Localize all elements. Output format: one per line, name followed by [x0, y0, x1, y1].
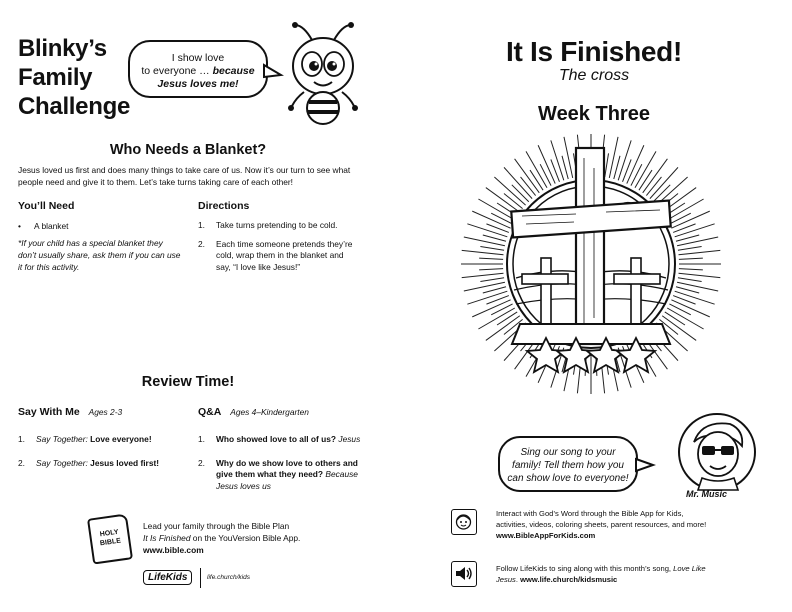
child-face-icon [452, 510, 475, 533]
sunburst-ray [562, 156, 568, 179]
say-with-me-section: Say With Me Ages 2-3 1. Say Together: Love everyone! 2. Say Together: Jesus loved first! [18, 402, 188, 476]
lesson-subtitle: The cross [558, 67, 630, 84]
mr-music-name: Mr. Music [686, 489, 728, 499]
sunburst-ray [515, 159, 540, 193]
bible-app-text: Interact with God’s Word through the Bible App for Kids, activities, videos, coloring sheets, parent resources, and more! www.BibleAppForKids.com [496, 508, 786, 541]
sunburst-ray [483, 287, 506, 293]
need-item: • A blanket [18, 221, 69, 231]
sunburst-ray [675, 224, 715, 237]
sunburst-ray [479, 258, 503, 259]
sunburst-ray [491, 304, 512, 315]
sunburst-ray [676, 235, 699, 241]
sunburst-ray [675, 291, 715, 304]
sunburst-ray [653, 185, 670, 202]
sunburst-ray [679, 269, 703, 270]
sunburst-ray [479, 269, 503, 270]
lesson-title: It Is Finished! [506, 36, 682, 67]
sunburst-ray [631, 164, 642, 185]
sunburst-ray [467, 224, 507, 237]
sunburst-ray [551, 140, 564, 180]
sunburst-ray [643, 159, 668, 193]
sunburst-ray [486, 188, 520, 213]
sunburst-ray [480, 246, 504, 250]
sunburst-ray [497, 312, 517, 325]
blinky-speech-bubble: I show love to everyone … because Jesus loves me! [128, 40, 268, 98]
sunburst-ray [512, 185, 529, 202]
mr-music-character-icon [672, 412, 762, 494]
sunburst-ray [504, 167, 532, 198]
bible-url-link[interactable]: www.bible.com [143, 545, 204, 555]
sunburst-ray [678, 278, 702, 282]
sunburst-ray [650, 167, 678, 198]
sunburst-ray [669, 213, 690, 224]
direction-step: 1. Take turns pretending to be cold. [198, 220, 338, 230]
sunburst-ray [462, 273, 504, 277]
sunburst-ray [678, 246, 702, 250]
sunburst-ray [480, 278, 504, 282]
sunburst-ray [521, 177, 536, 196]
sunburst-ray [614, 156, 620, 179]
blinky-bee-icon [282, 20, 364, 130]
sunburst-ray [605, 153, 609, 177]
lifekids-site[interactable]: life.church/kids [207, 574, 250, 581]
bible-app-kids-icon [451, 509, 477, 535]
review-title: Review Time! [141, 374, 235, 390]
sunburst-ray [504, 194, 523, 209]
qa-section: Q&A Ages 4–Kindergarten 1. Who showed love to all of us? Jesus 2. Why do we show love to others and give them what they need? Because Jesus loves us [198, 402, 366, 499]
challenge-title: Blinky’s Family Challenge [18, 35, 130, 120]
lifekids-logo: LifeKids [143, 570, 192, 585]
intro-text: Jesus loved us first and does many things to take care of us. Now it’s our turn to see what people need and give it to them. Let’s take turns taking care of each other! [18, 165, 351, 187]
bible-plan-text: Lead your family through the Bible Plan It Is Finished on the YouVersion Bible App. www.bible.com [143, 520, 343, 556]
mr-music-speech-bubble: Sing our song to your family! Tell them how you can show love to everyone! [498, 436, 638, 492]
sunburst-ray [679, 250, 721, 254]
speaker-icon [452, 562, 475, 585]
sunburst-ray [462, 250, 504, 254]
bubble-tail [634, 456, 656, 478]
directions-heading: Directions [198, 200, 250, 212]
sunburst-ray [679, 258, 703, 259]
sunburst-ray [530, 170, 543, 190]
sunburst-ray [677, 282, 718, 291]
sunburst-ray [494, 177, 525, 205]
sunburst-ray [540, 164, 551, 185]
sunburst-ray [646, 177, 661, 196]
holy-bible-icon: HOLY BIBLE [87, 513, 133, 564]
youll-need-heading: You’ll Need [18, 200, 75, 212]
bible-app-url-link[interactable]: www.BibleAppForKids.com [496, 531, 596, 540]
sunburst-ray [679, 273, 721, 277]
direction-step: 2. Each time someone pretends they’re cold, wrap them in the blanket and say, “I love like Jesus!” [198, 238, 353, 272]
sunburst-ray [639, 170, 652, 190]
music-url-link[interactable]: www.life.church/kidsmusic [520, 575, 618, 584]
directions-section [198, 200, 363, 280]
need-note: *If your child has a special blanket they don’t usually share, ask them if you can use it for this activity. [18, 238, 181, 272]
music-text: Follow LifeKids to sing along with this month’s song, Love Like Jesus. www.life.church/kidsmusic [496, 564, 706, 584]
section-title: Who Needs a Blanket? [109, 142, 267, 158]
sunburst-ray [564, 137, 573, 178]
say-item: 1. Say Together: Love everyone! [18, 434, 152, 444]
qa-item: 2. Why do we show love to others and give them what they need? Because Jesus loves us [198, 457, 358, 491]
sunburst-ray [677, 237, 718, 246]
youll-need-section [18, 200, 183, 273]
sunburst-ray [618, 140, 631, 180]
cross-illustration [456, 128, 726, 400]
sunburst-ray [483, 235, 506, 241]
week-label: Week Three [538, 103, 650, 125]
sunburst-ray [464, 237, 505, 246]
sunburst-ray [665, 312, 685, 325]
qa-item: 1. Who showed love to all of us? Jesus [198, 434, 361, 444]
sunburst-ray [491, 213, 512, 224]
sunburst-ray [669, 304, 690, 315]
footer-divider [200, 568, 201, 588]
bubble-tail [262, 62, 284, 84]
sunburst-ray [676, 287, 699, 293]
sunburst-ray [609, 137, 618, 178]
sunburst-ray [464, 282, 505, 291]
sunburst-ray [467, 291, 507, 304]
speaker-icon-box [451, 561, 477, 587]
say-item: 2. Say Together: Jesus loved first! [18, 457, 160, 468]
